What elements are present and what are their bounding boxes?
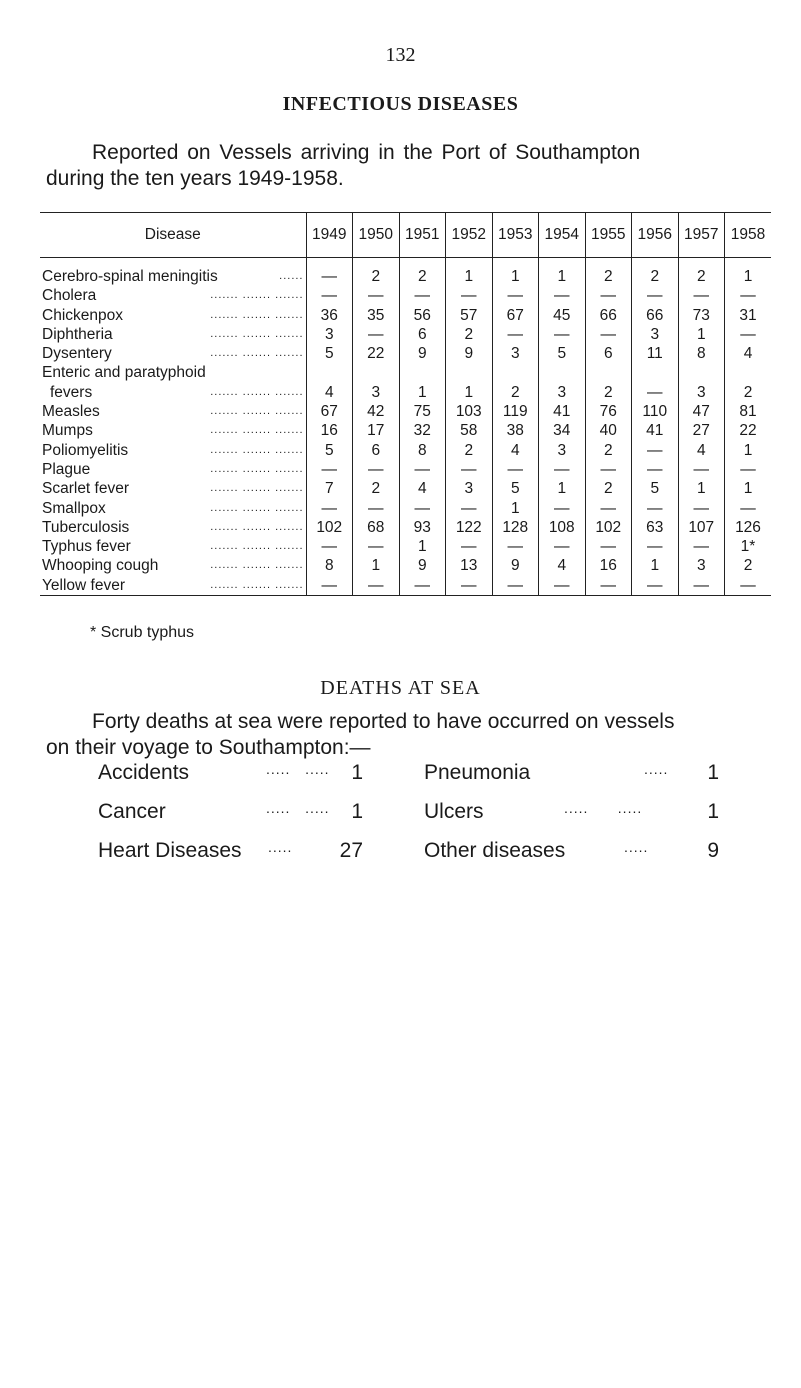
- count-cell: —: [399, 286, 446, 305]
- table-row: [40, 344, 771, 363]
- count-cell: —: [585, 499, 632, 518]
- count-cell: 1: [492, 267, 539, 286]
- count-cell: 3: [539, 383, 586, 402]
- disease-name-cell: [40, 306, 306, 325]
- death-cause-count: 1: [351, 800, 363, 823]
- count-cell: —: [632, 383, 679, 402]
- disease-name-cell: [40, 383, 306, 402]
- empty-cell: [306, 363, 353, 382]
- death-cause-count: 27: [339, 839, 363, 862]
- disease-name-cell: [40, 518, 306, 537]
- count-cell: 1: [399, 383, 446, 402]
- death-cause-label: Accidents: [98, 761, 190, 784]
- count-cell: 58: [446, 421, 493, 440]
- disease-name: Typhus fever: [42, 538, 131, 556]
- count-cell: 57: [446, 306, 493, 325]
- death-cause-label: Heart Diseases: [98, 839, 242, 862]
- empty-cell: [492, 363, 539, 382]
- count-cell: —: [492, 576, 539, 596]
- empty-cell: [585, 363, 632, 382]
- count-cell: 76: [585, 402, 632, 421]
- spacer-cell: [585, 258, 632, 268]
- count-cell: 68: [353, 518, 400, 537]
- count-cell: 1: [539, 479, 586, 498]
- empty-cell: [446, 363, 493, 382]
- count-cell: —: [539, 460, 586, 479]
- column-header-year: 1953: [492, 213, 539, 258]
- count-cell: 2: [353, 479, 400, 498]
- leader-dots: ....... ....... .......: [210, 482, 304, 495]
- death-cause-count: 1: [707, 761, 719, 784]
- count-cell: 128: [492, 518, 539, 537]
- count-cell: —: [725, 286, 772, 305]
- table-row: [40, 383, 771, 402]
- count-cell: —: [725, 576, 772, 596]
- leader-dots: ....... ....... .......: [210, 520, 304, 533]
- infectious-diseases-table: [40, 212, 771, 596]
- leader-dots: ....... ....... .......: [210, 347, 304, 360]
- disease-name: Plague: [42, 460, 91, 478]
- count-cell: —: [306, 286, 353, 305]
- count-cell: 16: [585, 556, 632, 575]
- count-cell: 110: [632, 402, 679, 421]
- count-cell: 4: [678, 441, 725, 460]
- count-cell: —: [306, 267, 353, 286]
- count-cell: 81: [725, 402, 772, 421]
- count-cell: 3: [678, 383, 725, 402]
- intro-line-2: during the ten years 1949-1958.: [46, 167, 344, 190]
- empty-cell: [539, 363, 586, 382]
- leader-dots: .....: [624, 839, 649, 855]
- count-cell: —: [492, 286, 539, 305]
- count-cell: 4: [725, 344, 772, 363]
- count-cell: 5: [539, 344, 586, 363]
- leader-dots: ..... .....: [266, 800, 330, 816]
- count-cell: 2: [492, 383, 539, 402]
- deaths-intro-paragraph: [46, 709, 786, 761]
- count-cell: —: [306, 499, 353, 518]
- count-cell: 3: [539, 441, 586, 460]
- count-cell: 56: [399, 306, 446, 325]
- leader-dots: .....: [268, 839, 293, 855]
- count-cell: 41: [539, 402, 586, 421]
- count-cell: 2: [353, 267, 400, 286]
- count-cell: —: [539, 576, 586, 596]
- count-cell: 35: [353, 306, 400, 325]
- count-cell: 4: [539, 556, 586, 575]
- count-cell: —: [678, 286, 725, 305]
- table-row: [40, 441, 771, 460]
- count-cell: —: [585, 576, 632, 596]
- count-cell: 93: [399, 518, 446, 537]
- table-row: [40, 556, 771, 575]
- table-row: [40, 576, 771, 596]
- count-cell: —: [632, 499, 679, 518]
- count-cell: 119: [492, 402, 539, 421]
- footnote: * Scrub typhus: [90, 624, 195, 641]
- count-cell: —: [678, 537, 725, 556]
- disease-name: Chickenpox: [42, 306, 123, 324]
- count-cell: 16: [306, 421, 353, 440]
- count-cell: 9: [492, 556, 539, 575]
- column-header-year: 1949: [306, 213, 353, 258]
- count-cell: 47: [678, 402, 725, 421]
- spacer-cell: [492, 258, 539, 268]
- count-cell: —: [632, 441, 679, 460]
- count-cell: 9: [399, 344, 446, 363]
- count-cell: 1: [678, 479, 725, 498]
- count-cell: 3: [446, 479, 493, 498]
- empty-cell: [678, 363, 725, 382]
- count-cell: 1: [353, 556, 400, 575]
- disease-name: Measles: [42, 403, 100, 421]
- count-cell: 40: [585, 421, 632, 440]
- count-cell: 2: [725, 556, 772, 575]
- page-number: 132: [385, 44, 416, 66]
- count-cell: 66: [632, 306, 679, 325]
- count-cell: 17: [353, 421, 400, 440]
- count-cell: —: [399, 460, 446, 479]
- count-cell: 67: [492, 306, 539, 325]
- count-cell: —: [492, 325, 539, 344]
- table-row: [40, 267, 771, 286]
- count-cell: 4: [399, 479, 446, 498]
- table-body: [40, 258, 771, 596]
- count-cell: 6: [399, 325, 446, 344]
- table-row: [40, 363, 771, 382]
- count-cell: 1: [725, 479, 772, 498]
- column-header-year: 1950: [353, 213, 400, 258]
- count-cell: —: [539, 286, 586, 305]
- count-cell: —: [306, 576, 353, 596]
- death-cause-count: 1: [707, 800, 719, 823]
- table-row: [40, 537, 771, 556]
- count-cell: —: [306, 460, 353, 479]
- count-cell: —: [585, 537, 632, 556]
- count-cell: —: [399, 576, 446, 596]
- leader-dots: ....... ....... .......: [210, 327, 304, 340]
- count-cell: —: [492, 537, 539, 556]
- count-cell: 2: [446, 325, 493, 344]
- leader-dots: ....... ....... .......: [210, 385, 304, 398]
- count-cell: —: [353, 286, 400, 305]
- count-cell: 1: [446, 383, 493, 402]
- leader-dots: ....... ....... .......: [210, 443, 304, 456]
- leader-dots: ....... ....... .......: [210, 462, 304, 475]
- count-cell: 42: [353, 402, 400, 421]
- count-cell: 22: [725, 421, 772, 440]
- count-cell: —: [585, 325, 632, 344]
- spacer-cell: [306, 258, 353, 268]
- count-cell: —: [446, 576, 493, 596]
- leader-dots: ....... ....... .......: [210, 308, 304, 321]
- disease-name-cell: [40, 556, 306, 575]
- count-cell: 27: [678, 421, 725, 440]
- disease-name-cell: [40, 537, 306, 556]
- count-cell: 2: [585, 479, 632, 498]
- count-cell: 31: [725, 306, 772, 325]
- count-cell: 4: [306, 383, 353, 402]
- column-header-year: 1954: [539, 213, 586, 258]
- disease-name-cell: [40, 499, 306, 518]
- disease-name: Poliomyelitis: [42, 441, 129, 459]
- count-cell: —: [353, 499, 400, 518]
- count-cell: —: [632, 460, 679, 479]
- intro-line-1: Reported on Vessels arriving in the Port of Southampton: [92, 141, 641, 164]
- count-cell: 5: [306, 441, 353, 460]
- leader-dots: .....: [644, 761, 669, 777]
- count-cell: 32: [399, 421, 446, 440]
- count-cell: 22: [353, 344, 400, 363]
- count-cell: —: [632, 576, 679, 596]
- count-cell: 1: [632, 556, 679, 575]
- count-cell: 126: [725, 518, 772, 537]
- spacer-cell: [40, 258, 306, 268]
- disease-name-cell: [40, 286, 306, 305]
- count-cell: 5: [306, 344, 353, 363]
- count-cell: 2: [585, 441, 632, 460]
- count-cell: —: [353, 576, 400, 596]
- disease-name-cell: [40, 402, 306, 421]
- count-cell: —: [353, 325, 400, 344]
- count-cell: —: [585, 460, 632, 479]
- leader-dots: ..... .....: [564, 800, 643, 816]
- spacer-cell: [539, 258, 586, 268]
- disease-name: fevers: [50, 383, 93, 401]
- count-cell: 122: [446, 518, 493, 537]
- count-cell: —: [678, 460, 725, 479]
- disease-name: Cerebro-spinal meningitis: [42, 268, 218, 285]
- count-cell: 102: [306, 518, 353, 537]
- count-cell: 41: [632, 421, 679, 440]
- death-cause-label: Other diseases: [424, 839, 566, 862]
- column-header-year: 1958: [725, 213, 772, 258]
- count-cell: 2: [678, 267, 725, 286]
- table-row: [40, 499, 771, 518]
- count-cell: —: [725, 499, 772, 518]
- count-cell: 8: [399, 441, 446, 460]
- count-cell: 6: [353, 441, 400, 460]
- count-cell: 1: [399, 537, 446, 556]
- leader-dots: ......: [279, 270, 304, 282]
- count-cell: 2: [399, 267, 446, 286]
- disease-name: Cholera: [42, 287, 97, 305]
- count-cell: —: [725, 325, 772, 344]
- disease-name-cell: [40, 344, 306, 363]
- count-cell: 5: [632, 479, 679, 498]
- count-cell: —: [446, 499, 493, 518]
- table-row: [40, 421, 771, 440]
- column-header-year: 1957: [678, 213, 725, 258]
- table-row: [40, 518, 771, 537]
- count-cell: 1*: [725, 537, 772, 556]
- column-header-year: 1955: [585, 213, 632, 258]
- count-cell: 75: [399, 402, 446, 421]
- count-cell: 34: [539, 421, 586, 440]
- count-cell: 3: [632, 325, 679, 344]
- count-cell: 1: [446, 267, 493, 286]
- count-cell: 102: [585, 518, 632, 537]
- count-cell: 1: [725, 267, 772, 286]
- count-cell: 66: [585, 306, 632, 325]
- count-cell: —: [585, 286, 632, 305]
- count-cell: 103: [446, 402, 493, 421]
- column-header-year: 1952: [446, 213, 493, 258]
- disease-name-cell: [40, 460, 306, 479]
- count-cell: —: [678, 499, 725, 518]
- leader-dots: ....... ....... .......: [210, 559, 304, 572]
- disease-name-cell: [40, 325, 306, 344]
- count-cell: 3: [678, 556, 725, 575]
- count-cell: 2: [632, 267, 679, 286]
- deaths-intro-line-2: on their voyage to Southampton:—: [46, 736, 371, 759]
- count-cell: 63: [632, 518, 679, 537]
- disease-name: Diphtheria: [42, 325, 113, 343]
- deaths-heading: DEATHS AT SEA: [320, 677, 481, 699]
- disease-name: Whooping cough: [42, 557, 159, 575]
- table-row: [40, 306, 771, 325]
- spacer-cell: [446, 258, 493, 268]
- count-cell: 1: [678, 325, 725, 344]
- count-cell: 2: [585, 267, 632, 286]
- count-cell: 3: [353, 383, 400, 402]
- count-cell: 3: [306, 325, 353, 344]
- disease-name: Tuberculosis: [42, 518, 130, 536]
- empty-cell: [353, 363, 400, 382]
- count-cell: —: [446, 286, 493, 305]
- count-cell: —: [353, 460, 400, 479]
- count-cell: —: [539, 325, 586, 344]
- count-cell: 2: [725, 383, 772, 402]
- death-cause-count: 1: [351, 761, 363, 784]
- count-cell: —: [632, 537, 679, 556]
- count-cell: 108: [539, 518, 586, 537]
- leader-dots: ....... ....... .......: [210, 578, 304, 591]
- page-title: INFECTIOUS DISEASES: [282, 93, 519, 115]
- spacer-cell: [632, 258, 679, 268]
- count-cell: —: [539, 537, 586, 556]
- disease-name-cell: [40, 576, 306, 596]
- spacer-cell: [725, 258, 772, 268]
- count-cell: 45: [539, 306, 586, 325]
- table-spacer-row: [40, 258, 771, 268]
- table-header-row: [40, 213, 771, 258]
- count-cell: —: [353, 537, 400, 556]
- count-cell: —: [539, 499, 586, 518]
- leader-dots: ....... ....... .......: [210, 540, 304, 553]
- count-cell: 2: [446, 441, 493, 460]
- count-cell: —: [446, 537, 493, 556]
- count-cell: 7: [306, 479, 353, 498]
- count-cell: —: [678, 576, 725, 596]
- count-cell: 9: [446, 344, 493, 363]
- table-row: [40, 325, 771, 344]
- count-cell: 3: [492, 344, 539, 363]
- column-header-year: 1956: [632, 213, 679, 258]
- count-cell: —: [446, 460, 493, 479]
- count-cell: —: [725, 460, 772, 479]
- column-header-disease: Disease: [40, 213, 306, 258]
- death-cause-label: Cancer: [98, 800, 166, 823]
- count-cell: 13: [446, 556, 493, 575]
- disease-name: Mumps: [42, 422, 93, 440]
- count-cell: —: [632, 286, 679, 305]
- spacer-cell: [399, 258, 446, 268]
- leader-dots: ....... ....... .......: [210, 424, 304, 437]
- empty-cell: [725, 363, 772, 382]
- count-cell: 73: [678, 306, 725, 325]
- table-row: [40, 286, 771, 305]
- empty-cell: [632, 363, 679, 382]
- column-header-year: 1951: [399, 213, 446, 258]
- count-cell: 6: [585, 344, 632, 363]
- death-cause-count: 9: [707, 839, 719, 862]
- count-cell: 36: [306, 306, 353, 325]
- disease-name: Enteric and paratyphoid: [42, 364, 206, 382]
- empty-cell: [399, 363, 446, 382]
- disease-name: Yellow fever: [42, 576, 126, 594]
- count-cell: 5: [492, 479, 539, 498]
- intro-paragraph: [46, 140, 786, 192]
- leader-dots: ....... ....... .......: [210, 405, 304, 418]
- count-cell: 1: [539, 267, 586, 286]
- disease-name-cell: [40, 479, 306, 498]
- death-cause-label: Pneumonia: [424, 761, 531, 784]
- leader-dots: ....... ....... .......: [210, 289, 304, 302]
- count-cell: 1: [492, 499, 539, 518]
- count-cell: 4: [492, 441, 539, 460]
- disease-name-cell: [40, 267, 306, 286]
- disease-name-cell: [40, 421, 306, 440]
- disease-name: Dysentery: [42, 345, 112, 363]
- disease-name-cell: [40, 441, 306, 460]
- count-cell: 38: [492, 421, 539, 440]
- count-cell: 1: [725, 441, 772, 460]
- count-cell: 11: [632, 344, 679, 363]
- count-cell: 2: [585, 383, 632, 402]
- count-cell: 67: [306, 402, 353, 421]
- count-cell: 8: [306, 556, 353, 575]
- count-cell: 9: [399, 556, 446, 575]
- count-cell: 107: [678, 518, 725, 537]
- spacer-cell: [678, 258, 725, 268]
- death-cause-label: Ulcers: [424, 800, 484, 823]
- disease-name: Smallpox: [42, 499, 106, 517]
- count-cell: 8: [678, 344, 725, 363]
- spacer-cell: [353, 258, 400, 268]
- table-row: [40, 479, 771, 498]
- table-row: [40, 402, 771, 421]
- leader-dots: ..... .....: [266, 761, 330, 777]
- leader-dots: ....... ....... .......: [210, 501, 304, 514]
- count-cell: —: [306, 537, 353, 556]
- count-cell: —: [399, 499, 446, 518]
- count-cell: —: [492, 460, 539, 479]
- disease-name: Scarlet fever: [42, 480, 130, 498]
- table-row: [40, 460, 771, 479]
- deaths-intro-line-1: Forty deaths at sea were reported to have occurred on vessels: [92, 710, 675, 733]
